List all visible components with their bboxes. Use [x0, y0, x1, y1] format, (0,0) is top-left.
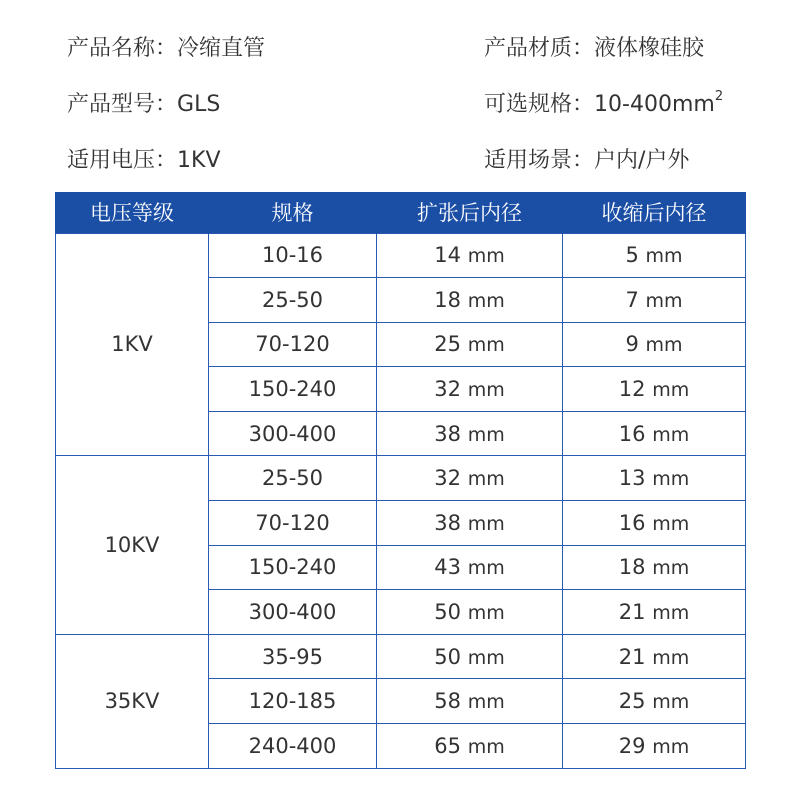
unit-label: mm	[467, 468, 505, 491]
expanded-diameter-value: 25	[434, 332, 461, 357]
shrunk-diameter-cell	[563, 322, 746, 367]
table-row	[56, 456, 746, 501]
spec-cell: 70-120	[209, 501, 377, 546]
expanded-diameter-value: 38	[434, 510, 461, 535]
unit-label: mm	[645, 245, 683, 268]
product-scene-value: 户内/户外	[594, 148, 690, 173]
voltage-class-cell: 1KV	[56, 233, 209, 456]
expanded-diameter-cell	[377, 278, 563, 323]
product-spec-superscript: 2	[714, 89, 724, 104]
spec-cell: 70-120	[209, 322, 377, 367]
shrunk-diameter-value: 5	[625, 243, 639, 268]
spec-cell: 35-95	[209, 634, 377, 679]
expanded-diameter-cell	[377, 590, 563, 635]
unit-label: mm	[467, 691, 505, 714]
shrunk-diameter-cell	[563, 545, 746, 590]
unit-label: mm	[467, 334, 505, 357]
shrunk-diameter-value: 29	[618, 733, 646, 758]
expanded-diameter-cell	[377, 501, 563, 546]
spec-cell: 150-240	[209, 367, 377, 412]
spec-cell: 150-240	[209, 545, 377, 590]
spec-cell: 10-16	[209, 233, 377, 278]
unit-label: mm	[652, 468, 690, 491]
unit-label: mm	[467, 423, 505, 446]
expanded-diameter-cell	[377, 411, 563, 456]
expanded-diameter-value: 38	[434, 421, 461, 446]
unit-label: mm	[467, 379, 505, 402]
shrunk-diameter-cell	[563, 367, 746, 412]
unit-label: mm	[652, 557, 690, 580]
unit-label: mm	[652, 379, 690, 402]
unit-label: mm	[652, 512, 690, 535]
expanded-diameter-cell	[377, 233, 563, 278]
shrunk-diameter-value: 18	[618, 555, 646, 580]
shrunk-diameter-value: 21	[618, 600, 646, 625]
expanded-diameter-cell	[377, 724, 563, 769]
product-scene-label: 适用场景：	[484, 148, 595, 173]
expanded-diameter-value: 58	[434, 689, 461, 714]
product-voltage	[67, 150, 221, 172]
unit-label: mm	[467, 557, 505, 580]
spec-table	[55, 192, 746, 769]
unit-label: mm	[467, 735, 505, 758]
expanded-diameter-cell	[377, 634, 563, 679]
shrunk-diameter-value: 25	[618, 689, 646, 714]
shrunk-diameter-value: 16	[618, 510, 646, 535]
spec-cell: 120-185	[209, 679, 377, 724]
spec-cell: 300-400	[209, 411, 377, 456]
header-shrunk-diameter: 收缩后内径	[563, 192, 746, 233]
spec-cell: 240-400	[209, 724, 377, 769]
spec-table-body	[56, 233, 746, 768]
table-row	[56, 233, 746, 278]
shrunk-diameter-value: 9	[625, 332, 639, 357]
shrunk-diameter-cell	[563, 679, 746, 724]
expanded-diameter-value: 43	[434, 555, 461, 580]
unit-label: mm	[652, 646, 690, 669]
product-model-value: GLS	[177, 92, 221, 117]
shrunk-diameter-cell	[563, 634, 746, 679]
spec-cell: 25-50	[209, 456, 377, 501]
product-name	[67, 38, 265, 60]
product-voltage-value: 1KV	[177, 148, 221, 173]
shrunk-diameter-cell	[563, 233, 746, 278]
unit-label: mm	[467, 646, 505, 669]
expanded-diameter-cell	[377, 679, 563, 724]
expanded-diameter-cell	[377, 545, 563, 590]
voltage-class-cell: 35KV	[56, 634, 209, 768]
unit-label: mm	[645, 289, 683, 312]
expanded-diameter-value: 65	[434, 733, 461, 758]
expanded-diameter-cell	[377, 367, 563, 412]
unit-label: mm	[652, 735, 690, 758]
header-voltage-class: 电压等级	[56, 192, 209, 233]
voltage-class-cell: 10KV	[56, 456, 209, 634]
product-spec-value: 10-400mm	[594, 92, 715, 117]
product-scene	[484, 150, 689, 172]
unit-label: mm	[652, 602, 690, 625]
expanded-diameter-value: 14	[434, 243, 461, 268]
shrunk-diameter-cell	[563, 724, 746, 769]
product-voltage-label: 适用电压：	[67, 148, 178, 173]
unit-label: mm	[467, 512, 505, 535]
shrunk-diameter-value: 21	[618, 644, 646, 669]
unit-label: mm	[645, 334, 683, 357]
unit-label: mm	[652, 691, 690, 714]
spec-cell: 300-400	[209, 590, 377, 635]
expanded-diameter-value: 32	[434, 466, 461, 491]
spec-table-header	[56, 192, 746, 233]
header-spec: 规格	[209, 192, 377, 233]
product-model-label: 产品型号：	[67, 92, 178, 117]
expanded-diameter-value: 50	[434, 600, 461, 625]
product-material-value: 液体橡硅胶	[594, 36, 705, 61]
header-row	[56, 192, 746, 233]
product-name-label: 产品名称：	[67, 36, 178, 61]
product-material-label: 产品材质：	[484, 36, 595, 61]
unit-label: mm	[467, 602, 505, 625]
shrunk-diameter-cell	[563, 278, 746, 323]
shrunk-diameter-cell	[563, 590, 746, 635]
shrunk-diameter-cell	[563, 456, 746, 501]
shrunk-diameter-value: 16	[618, 421, 646, 446]
product-material	[484, 38, 704, 60]
expanded-diameter-value: 18	[434, 287, 461, 312]
shrunk-diameter-cell	[563, 501, 746, 546]
expanded-diameter-cell	[377, 456, 563, 501]
product-model	[67, 94, 220, 116]
shrunk-diameter-cell	[563, 411, 746, 456]
expanded-diameter-value: 50	[434, 644, 461, 669]
shrunk-diameter-value: 12	[618, 377, 646, 402]
unit-label: mm	[652, 423, 690, 446]
unit-label: mm	[467, 289, 505, 312]
unit-label: mm	[467, 245, 505, 268]
table-row	[56, 634, 746, 679]
expanded-diameter-value: 32	[434, 377, 461, 402]
header-expanded-diameter: 扩张后内径	[377, 192, 563, 233]
product-spec	[484, 89, 724, 117]
product-spec-label: 可选规格：	[484, 92, 595, 117]
spec-cell: 25-50	[209, 278, 377, 323]
product-name-value: 冷缩直管	[177, 36, 266, 61]
shrunk-diameter-value: 13	[618, 466, 646, 491]
expanded-diameter-cell	[377, 322, 563, 367]
shrunk-diameter-value: 7	[625, 287, 639, 312]
